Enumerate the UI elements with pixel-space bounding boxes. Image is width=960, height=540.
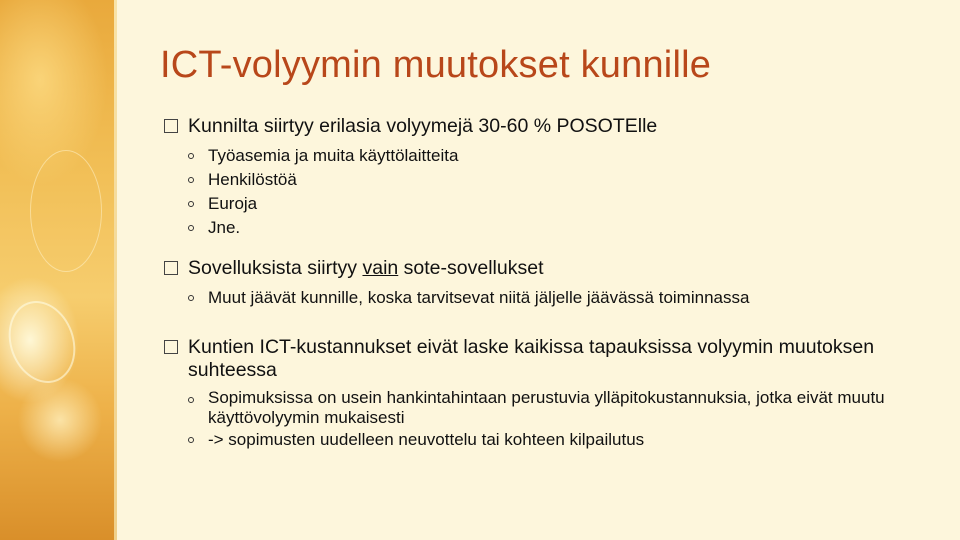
filament-decoration xyxy=(0,292,86,393)
sub-bullet xyxy=(164,168,924,192)
lightbulb-image-panel xyxy=(0,0,116,540)
sub-bullet xyxy=(164,216,924,240)
sub-bullet xyxy=(164,144,924,168)
square-bullet-icon xyxy=(164,340,178,354)
ring-bullet-icon xyxy=(188,437,194,443)
panel-divider xyxy=(114,0,117,540)
bullet-1-text: Kunnilta siirtyy erilasia volyymejä 30-60 % POSOTElle xyxy=(188,115,658,137)
bullet-2 xyxy=(164,257,924,280)
ring-bullet-icon xyxy=(188,177,194,183)
square-bullet-icon xyxy=(164,261,178,275)
slide-content xyxy=(164,115,924,452)
square-bullet-icon xyxy=(164,119,178,133)
bullet-1 xyxy=(164,115,924,138)
sub-bullet-text: Euroja xyxy=(208,194,258,213)
sub-bullet-text: Sopimuksissa on usein hankintahintaan perustuvia ylläpitokustannuksia, jotka eivät muutu käyttövolyymin mukaisesti xyxy=(208,388,885,427)
sub-bullet xyxy=(164,388,924,428)
sub-bullet-text: Henkilöstöä xyxy=(208,170,297,189)
ring-bullet-icon xyxy=(188,153,194,159)
sub-bullet-text: -> sopimusten uudelleen neuvottelu tai kohteen kilpailutus xyxy=(208,430,645,449)
bullet-2-text-before: Sovelluksista siirtyy xyxy=(188,257,363,279)
sub-bullet xyxy=(164,192,924,216)
ring-bullet-icon xyxy=(188,295,194,301)
slide-title: ICT-volyymin muutokset kunnille xyxy=(160,44,712,86)
bullet-3-text: Kuntien ICT-kustannukset eivät laske kaikissa tapauksissa volyymin muutoksen suhteessa xyxy=(188,336,875,381)
ring-bullet-icon xyxy=(188,225,194,231)
sub-bullet xyxy=(164,286,924,310)
sub-bullet xyxy=(164,428,924,452)
bulb-glow-decoration xyxy=(30,150,102,272)
bullet-2-underlined-word: vain xyxy=(362,257,399,279)
ring-bullet-icon xyxy=(188,397,194,403)
bullet-2-text-after: sote-sovellukset xyxy=(398,257,544,279)
ring-bullet-icon xyxy=(188,201,194,207)
sub-bullet-text: Jne. xyxy=(208,218,241,237)
sub-bullet-text: Muut jäävät kunnille, koska tarvitsevat niitä jäljelle jäävässä toiminnassa xyxy=(208,288,750,307)
bullet-3 xyxy=(164,336,924,382)
sub-bullet-text: Työasemia ja muita käyttölaitteita xyxy=(208,146,459,165)
